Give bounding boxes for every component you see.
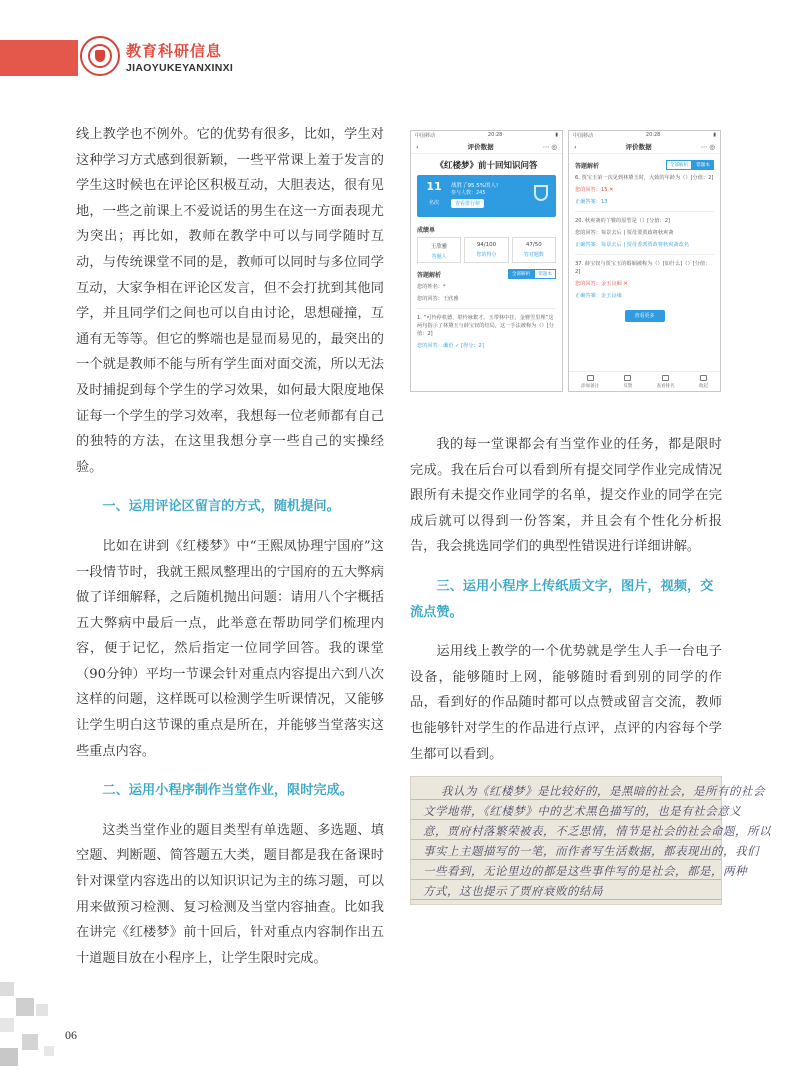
tab-all-analysis: 全部解析 [666, 160, 692, 170]
stat-box: 王欣雅 答题人 [417, 237, 461, 263]
phone-screenshot-results: 中国移动 20:28 ▮ ‹ 评价数据 ⋯ ◎ 《红楼梦》前十回知识问答 11 名次 战胜了95.5%的人! 参与人数：245 查看排行榜 成绩单 王欣雅 答题人 94/100 您的得分 47/50 答对题数 答题解析 全部解析 错题本 您的姓名：* 您的回答：王欣雅 1. “可怜停机德，堪怜咏絮才。玉带林中挂，金簪雪里埋”这两句指示了林黛玉与薛宝钗的结局，这一手法被称为（）[分值：2] 您的回答：谶语 ✓ [得分：2] [410, 130, 563, 392]
rank-number: 11 [426, 180, 442, 193]
note-icon: 添加备注 [581, 375, 599, 389]
beat-percent-text: 战胜了95.5%的人! [451, 183, 499, 189]
more-icon: ⋯ ◎ [542, 142, 557, 151]
question-text: 20. 秋爽斋的丫鬟的原型是（）[分值：2] [575, 218, 671, 224]
phone-bottom-bar [569, 371, 720, 391]
analysis-header: 答题解析 全部解析 错题本 [569, 154, 720, 172]
view-leaderboard-button: 查看排行榜 [451, 199, 484, 208]
paragraph: 比如在讲到《红楼梦》中“王熙凤协理宁国府”这一段情节时，我就王熙凤整理出的宁国府的五大弊病做了详细解释，之后随机抛出问题：请用八个字概括五大弊病中最后一点，此举意在帮助同学们梳理内容，便于记忆，然后指定一位同学回答。我的课堂（90分钟）平均一节课会针对重点内容提出六到八次这样的问题，这样既可以检测学生听课情况，又能够让学生明白这节课的重点是所在，并能够当堂落实这些重点内容。 [76, 538, 384, 759]
feedback-icon: 反馈 [623, 375, 632, 389]
handwriting-line: 意，贾府村落繁荣被表，不乏思情，情节是社会的社会命题，所以 [423, 824, 771, 838]
right-column [410, 432, 722, 767]
correct-answer-text: 正确答案：每景去后 | 贾母委派贾政将秋爽斋改名 [575, 242, 689, 248]
tab-wrong-questions: 错题本 [692, 160, 714, 170]
analysis-header: 答题解析 全部解析 错题本 [411, 263, 562, 281]
ranking-icon: 查看排名 [657, 375, 675, 389]
handwritten-notes-photo [410, 776, 771, 905]
battery-icon: ▮ [555, 132, 558, 138]
journal-title-cn: 教育科研信息 [126, 42, 223, 60]
participants-text: 参与人数：245 [451, 190, 486, 196]
phone-screenshot-analysis [568, 130, 721, 392]
phone-nav-bar [411, 140, 562, 154]
handwriting-line: 事实上主题描写的一笔，而作者写生活数据，都表现出的，我们 [423, 844, 759, 858]
handwriting-line: 文学地带，《红楼梦》中的艺术黑色描写的，也是有社会意义 [423, 804, 742, 818]
correct-answer-text: 正确答案：13 [575, 199, 608, 205]
answer-text: 您的回答：15 ✕ [575, 187, 614, 193]
status-bar: 中国移动 20:28 ▮ [415, 132, 558, 139]
more-icon: ⋯ ◎ [700, 142, 715, 151]
phone-nav-bar [569, 140, 720, 154]
status-bar: 中国移动 20:28 ▮ [573, 132, 716, 139]
answer-text: 您的回答：谶语 ✓ [得分：2] [417, 343, 484, 349]
paragraph: 运用线上教学的一个优势就是学生人手一台电子设备，能够随时上网，能够随时看到别的同学的作品，看到好的作品随时都可以点赞或留言交流，教师也能够针对学生的作品进行点评，点评的内容每个学生都可以看到。 [410, 644, 722, 762]
handwriting-line: 方式，这也提示了贾府衰败的结局 [423, 884, 603, 898]
handwriting-line: 我认为《红楼梦》是比较好的，是黑暗的社会，是所有的社会 [441, 784, 765, 798]
quiz-title: 《红楼梦》前十回知识问答 [435, 161, 538, 171]
stat-box: 47/50 答对题数 [512, 237, 556, 263]
collapse-icon: 收起 [699, 375, 708, 389]
section-heading-3: 三、运用小程序上传纸质文字，图片，视频，交流点赞。 [410, 578, 714, 620]
paragraph: 我的每一堂课都会有当堂作业的任务，都是限时完成。我在后台可以看到所有提交同学作业完成情况跟所有未提交作业同学的名单，提交作业的同学在完成后就可以得到一份答案，并且会有个性化分析报告，我会挑选同学们的典型性错误进行详细讲解。 [410, 437, 722, 555]
question-text: 37. 薛宝钗与贾宝玉的婚姻被称为（）[如什么]（）[分值：2] [575, 261, 711, 275]
stat-box: 94/100 您的得分 [464, 237, 508, 263]
handwriting-line: 一些看到，无论里边的都是这些事件写的是社会，都是，两种 [423, 864, 747, 878]
view-more-button: 查看更多 [625, 310, 665, 322]
section-title: 成绩单 [417, 227, 436, 234]
answer-text: 您的回答：金玉良姻 ✕ [575, 281, 628, 287]
back-icon: ‹ [416, 142, 419, 151]
stats-row [417, 237, 556, 263]
question-text: 6. 贾宝玉第一次见到林黛玉时，大致的年龄为（）[分值：2] [575, 175, 714, 181]
left-column [76, 122, 384, 971]
back-icon: ‹ [574, 142, 577, 151]
header-color-band [0, 40, 78, 76]
tab-all-analysis: 全部解析 [508, 269, 534, 279]
correct-answer-text: 正确答案：金玉良缘 [575, 293, 622, 299]
score-card: 11 名次 战胜了95.5%的人! 参与人数：245 查看排行榜 [417, 175, 556, 217]
paragraph: 线上教学也不例外。它的优势有很多，比如，学生对这种学习方式感到很新颖，一些平常课上羞于发言的学生这时候也在评论区积极互动，大胆表达，很有见地，一些之前课上不爱说话的男生在这一方面表现尤为突出；再比如，教师在教学中可以与同学随时互动，与传统课堂不同的是，教师可以同时与多位同学互动，大家争相在评论区发言，但不会打扰到其他同学，并且同学们之间也可以自由讨论，思想碰撞，互通有无等等。但它的弊端也是显而易见的，最突出的一个就是教师不能与所有学生面对面交流，所以无法及时捕捉到每个学生的学习效果，如何最大限度地保证每一个学生的学习效率，我想每一位老师都有自己的独特的方法，在这里我想分享一些自己的实操经验。 [76, 127, 384, 475]
journal-title-en: JIAOYUKEYANXINXI [126, 62, 234, 74]
phone-nav-title: 评价数据 [625, 143, 652, 151]
trophy-icon [534, 185, 548, 201]
battery-icon: ▮ [713, 132, 716, 138]
section-heading-2: 二、运用小程序制作当堂作业，限时完成。 [102, 783, 353, 799]
phone-nav-title: 评价数据 [467, 143, 494, 151]
question-text: 1. “可怜停机德，堪怜咏絮才。玉带林中挂，金簪雪里埋”这两句指示了林黛玉与薛宝钗的结局，这一手法被称为（）[分值：2] [417, 315, 554, 337]
answer-text: 您的回答：每景去后 | 贾母要贾政将秋爽斋 [575, 230, 674, 236]
journal-logo-icon [80, 36, 120, 76]
section-heading-1: 一、运用评论区留言的方式，随机提问。 [102, 499, 340, 515]
tab-wrong-questions: 错题本 [534, 269, 556, 279]
page-number: 06 [65, 1028, 77, 1042]
paragraph: 这类当堂作业的题目类型有单选题、多选题、填空题、判断题、简答题五大类，题目都是我在备课时针对课堂内容选出的以知识识记为主的练习题，可以用来做预习检测、复习检测及当堂内容抽查。比如我在讲完《红楼梦》前十回后，针对重点内容制作出五十道题目放在小程序上，让学生限时完成。 [76, 822, 384, 966]
